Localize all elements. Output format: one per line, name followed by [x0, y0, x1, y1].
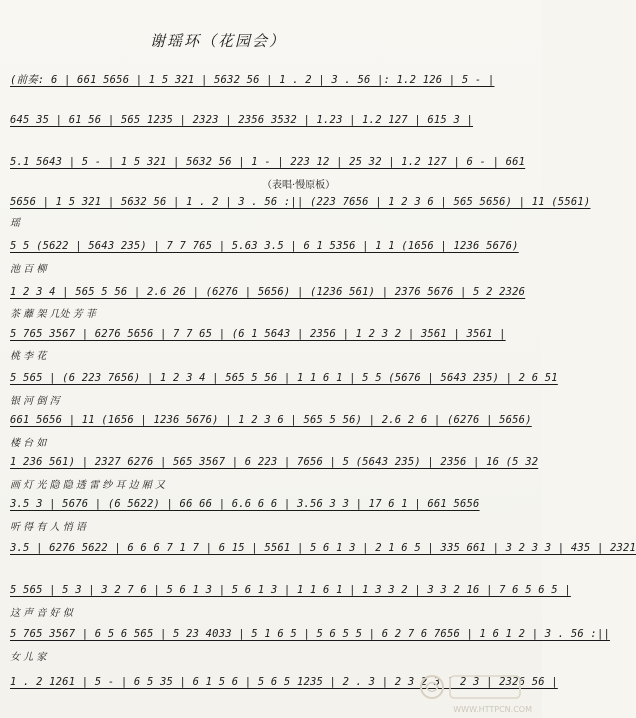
- notation-row-7: 5 765 3567 | 6276 5656 | 7 7 65 | (6 1 5643 | 2356 | 1 2 3 2 | 3561 | 3561 |: [10, 328, 506, 340]
- notation-row-14: 5 765 3567 | 6 5 6 565 | 5 23 4033 | 5 1 6 5 | 5 6 5 5 | 6 2 7 6 7656 | 1 6 1 2 | 3 . 56 :||: [10, 628, 610, 640]
- lyric-row-8: 听 得 有 人 悄 语: [10, 522, 86, 533]
- notation-row-10: 1 236 561) | 2327 6276 | 565 3567 | 6 223 | 7656 | 5 (5643 235) | 2356 | 16 (5 32: [10, 456, 539, 468]
- lyric-row-4: 桃 李 花: [10, 351, 47, 362]
- lyric-row-5: 银 河 倒 泻: [10, 396, 60, 407]
- lyric-row-6: 楼 台 如: [10, 438, 47, 449]
- notation-row-9: 661 5656 | 11 (1656 | 1236 5676) | 1 2 3 6 | 565 5 56) | 2.6 2 6 | (6276 | 5656): [10, 414, 532, 426]
- notation-row-1: (前奏: 6 | 661 5656 | 1 5 321 | 5632 56 | 1 . 2 | 3 . 56 |: 1.2 126 | 5 - |: [10, 74, 495, 86]
- watermark-text: WWW.HTTPCN.COM: [453, 705, 532, 714]
- watermark-logo-icon: [418, 670, 528, 704]
- notation-row-8: 5 565 | (6 223 7656) | 1 2 3 4 | 565 5 56 | 1 1 6 1 | 5 5 (5676 | 5643 235) | 2 6 51: [10, 372, 558, 384]
- lyric-row-3: 茶 蘼 架 几处 芳 菲: [10, 309, 96, 320]
- lyric-row-1: 瑶: [10, 218, 20, 229]
- lyric-row-10: 女 儿 家: [10, 652, 47, 663]
- notation-row-11: 3.5 3 | 5676 | (6 5622) | 66 66 | 6.6 6 6 | 3.56 3 3 | 17 6 1 | 661 5656: [10, 498, 480, 510]
- notation-row-3: 5.1 5643 | 5 - | 1 5 321 | 5632 56 | 1 - | 223 12 | 25 32 | 1.2 127 | 6 - | 661: [10, 156, 526, 168]
- tempo-annotation: （表唱·慢原板）: [262, 180, 336, 191]
- lyric-row-2: 池 百 柳: [10, 264, 47, 275]
- notation-row-6: 1 2 3 4 | 565 5 56 | 2.6 26 | (6276 | 5656) | (1236 561) | 2376 5676 | 5 2 2326: [10, 286, 526, 298]
- notation-row-4: 5656 | 1 5 321 | 5632 56 | 1 . 2 | 3 . 56 :|| (223 7656 | 1 2 3 6 | 565 5656) | 11 (5561): [10, 196, 591, 208]
- lyric-row-9: 这 声 音 好 似: [10, 608, 73, 619]
- score-title: 谢瑶环（花园会）: [150, 32, 287, 50]
- notation-row-13: 5 565 | 5 3 | 3 2 7 6 | 5 6 1 3 | 5 6 1 3 | 1 1 6 1 | 1 3 3 2 | 3 3 2 16 | 7 6 5 6 5 |: [10, 584, 571, 596]
- notation-row-5: 5 5 (5622 | 5643 235) | 7 7 765 | 5.63 3.5 | 6 1 5356 | 1 1 (1656 | 1236 5676): [10, 240, 519, 252]
- lyric-row-7: 画 灯 光 隐 隐 透 雷 纱 耳 边 厢 又: [10, 480, 165, 491]
- notation-row-2: 645 35 | 61 56 | 565 1235 | 2323 | 2356 3532 | 1.23 | 1.2 127 | 615 3 |: [10, 114, 474, 126]
- notation-row-12: 3.5 | 6276 5622 | 6 6 6 7 1 7 | 6 15 | 5561 | 5 6 1 3 | 2 1 6 5 | 335 661 | 3 2 3 3 | 435 | 2321: [10, 542, 636, 554]
- notation-row-15: 1 . 2 1261 | 5 - | 6 5 35 | 6 1 5 6 | 5 6 5 1235 | 2 . 3 | 2 3 2 3 | 2 3 | 2326 56 |: [10, 676, 558, 688]
